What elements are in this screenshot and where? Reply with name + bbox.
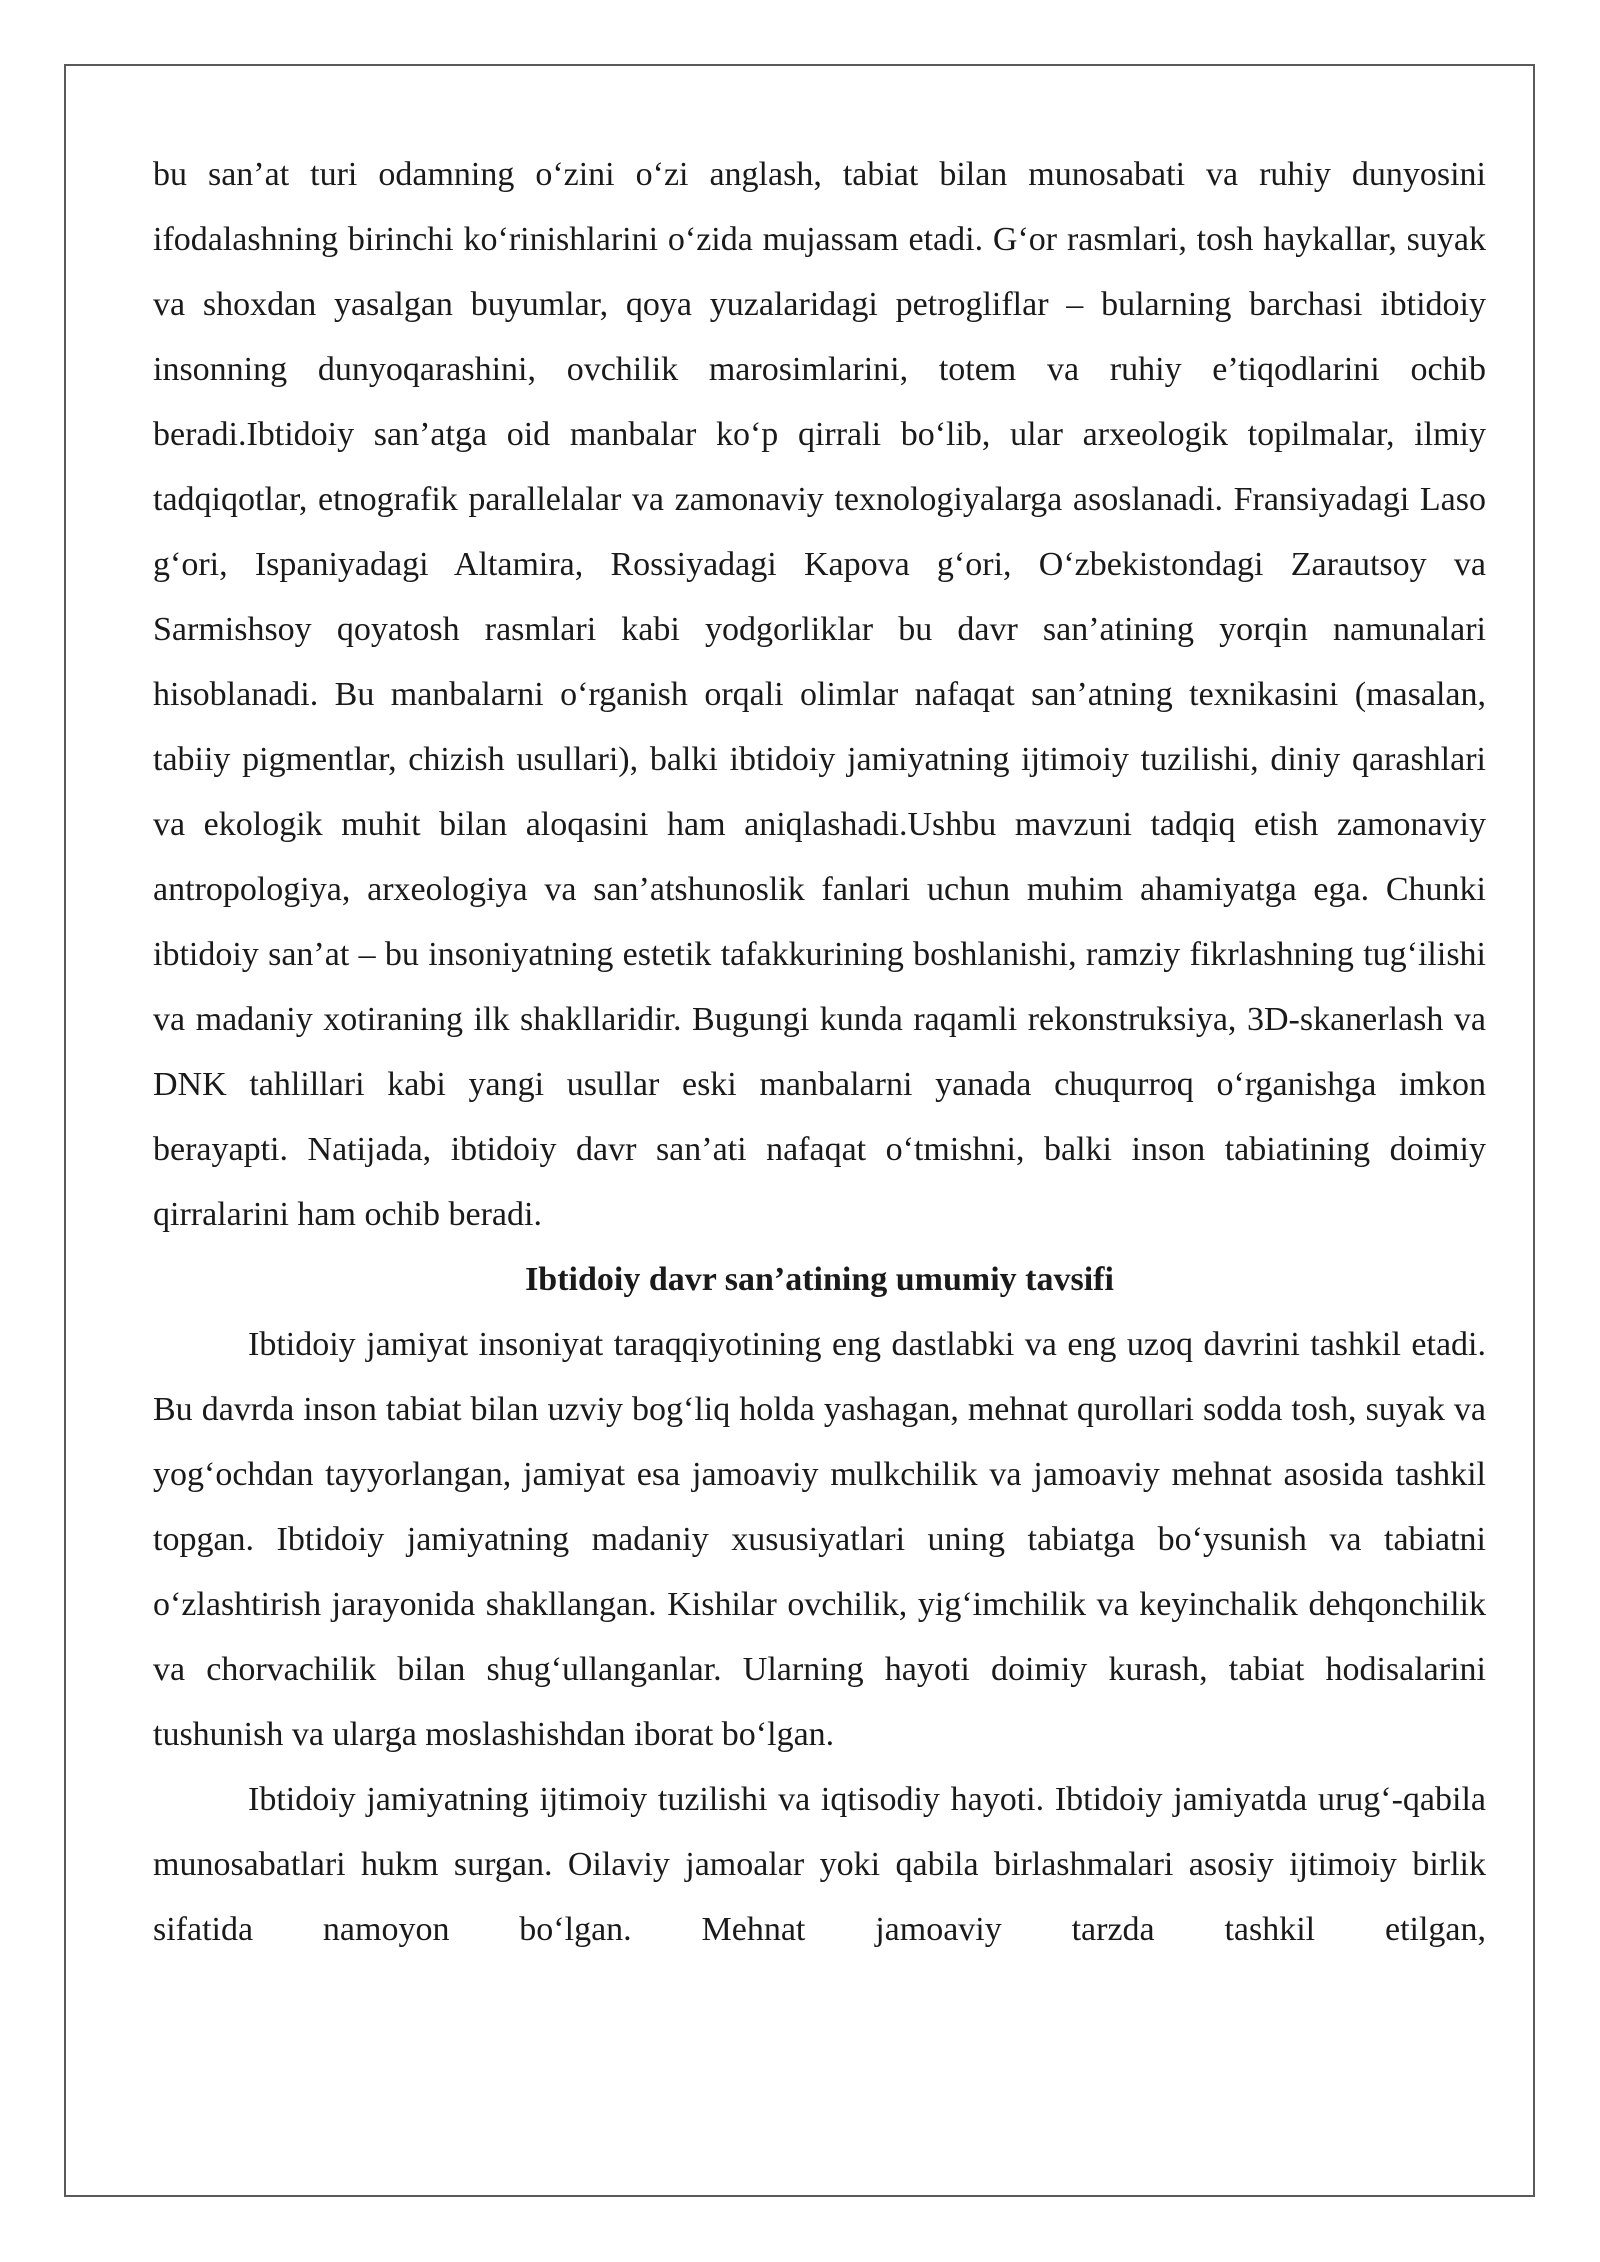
paragraph-general-description: Ibtidoiy jamiyat insoniyat taraqqiyotining eng dastlabki va eng uzoq davrini tashkil etadi. Bu davrda inson tabiat bilan uzviy bog‘liq holda yashagan, mehnat qurollari sodda tosh, suyak va yog‘ochdan tayyorlangan, jamiyat esa jamoaviy mulkchilik va jamoaviy mehnat asosida tashkil topgan. Ibtidoiy jamiyatning madaniy xususiyatlari uning tabiatga bo‘ysunish va tabiatni o‘zlashtirish jarayonida shakllangan. Kishilar ovchilik, yig‘imchilik va keyinchalik dehqonchilik va chorvachilik bilan shug‘ullanganlar. Ularning hayoti doimiy kurash, tabiat hodisalarini tushunish va ularga moslashishdan iborat bo‘lgan. <box>153 1326 1486 1753</box>
document-body <box>153 142 1486 1962</box>
paragraph-intro: bu san’at turi odamning o‘zini o‘zi anglash, tabiat bilan munosabati va ruhiy dunyosini ifodalashning birinchi ko‘rinishlarini o‘zida mujassam etadi. G‘or rasmlari, tosh haykallar, suyak va shoxdan yasalgan buyumlar, qoya yuzalaridagi petrogliflar – bularning barchasi ibtidoiy insonning dunyoqarashini, ovchilik marosimlarini, totem va ruhiy e’tiqodlarini ochib beradi.Ibtidoiy san’atga oid manbalar ko‘p qirrali bo‘lib, ular arxeologik topilmalar, ilmiy tadqiqotlar, etnografik parallelalar va zamonaviy texnologiyalarga asoslanadi. Fransiyadagi Laso g‘ori, Ispaniyadagi Altamira, Rossiyadagi Kapova g‘ori, O‘zbekistondagi Zarautsoy va Sarmishsoy qoyatosh rasmlari kabi yodgorliklar bu davr san’atining yorqin namunalari hisoblanadi. Bu manbalarni o‘rganish orqali olimlar nafaqat san’atning texnikasini (masalan, tabiiy pigmentlar, chizish usullari), balki ibtidoiy jamiyatning ijtimoiy tuzilishi, diniy qarashlari va ekologik muhit bilan aloqasini ham aniqlashadi.Ushbu mavzuni tadqiq etish zamonaviy antropologiya, arxeologiya va san’atshunoslik fanlari uchun muhim ahamiyatga ega. Chunki ibtidoiy san’at – bu insoniyatning estetik tafakkurining boshlanishi, ramziy fikrlashning tug‘ilishi va madaniy xotiraning ilk shakllaridir. Bugungi kunda raqamli rekonstruksiya, 3D-skanerlash va DNK tahlillari kabi yangi usullar eski manbalarni yanada chuqurroq o‘rganishga imkon berayapti. Natijada, ibtidoiy davr san’ati nafaqat o‘tmishni, balki inson tabiatining doimiy qirralarini ham ochib beradi. <box>153 156 1486 1233</box>
paragraph-social-structure: Ibtidoiy jamiyatning ijtimoiy tuzilishi va iqtisodiy hayoti. Ibtidoiy jamiyatda urug‘-qabila munosabatlari hukm surgan. Oilaviy jamoalar yoki qabila birlashmalari asosiy ijtimoiy birlik sifatida namoyon bo‘lgan. Mehnat jamoaviy tarzda tashkil etilgan, <box>153 1781 1486 1948</box>
section-heading: Ibtidoiy davr san’atining umumiy tavsifi <box>525 1261 1114 1298</box>
